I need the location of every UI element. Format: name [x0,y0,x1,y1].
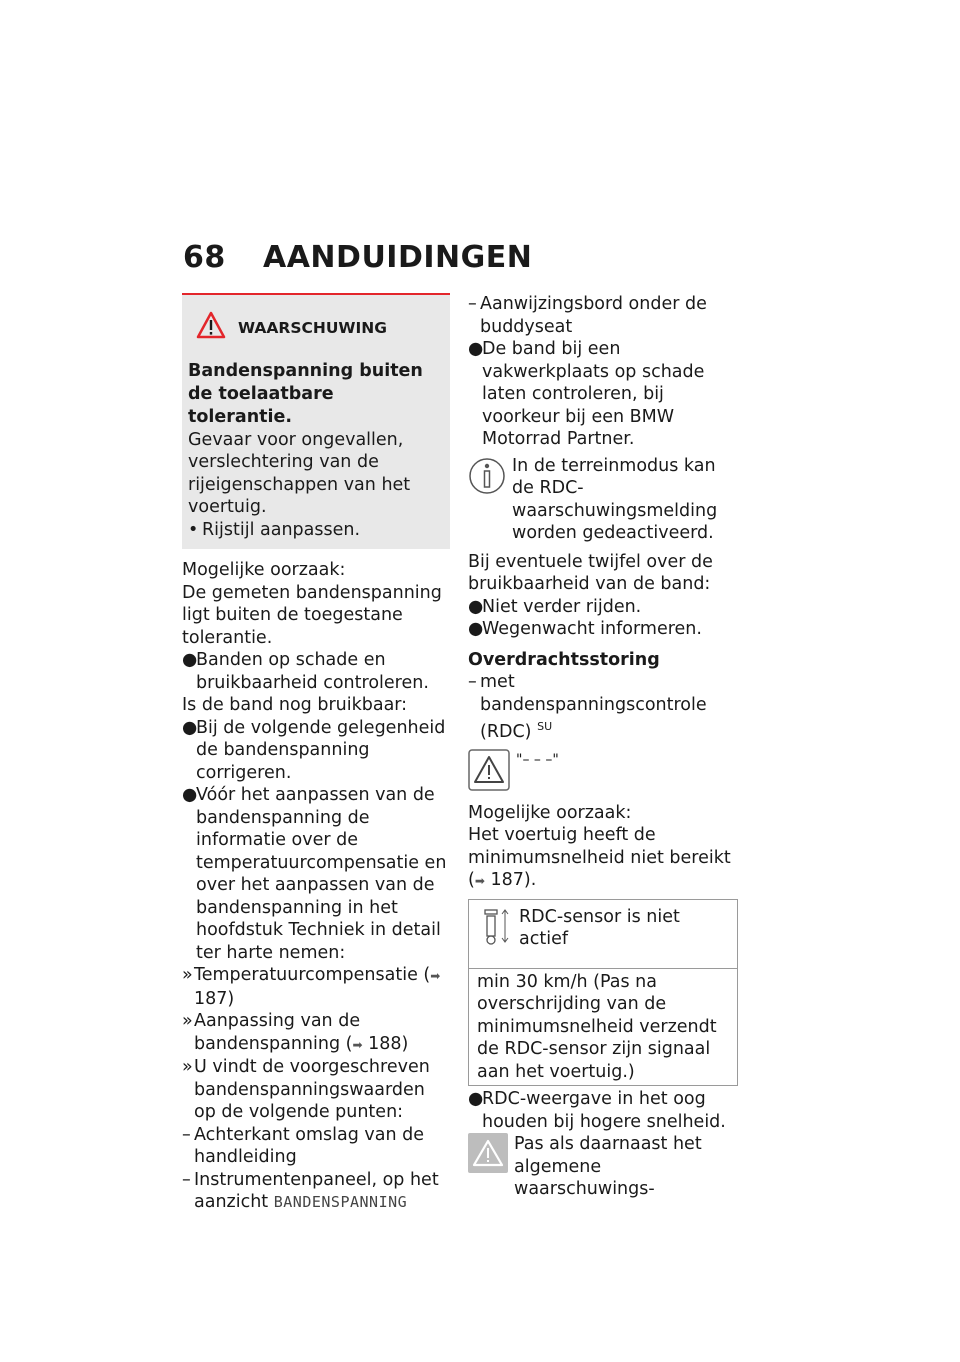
info-icon [468,455,506,504]
warning-box [182,293,450,549]
arrow-ref-icon: ➡ [474,874,485,889]
warning-triangle-icon [468,749,510,798]
warning-bullet: • Rijstijl aanpassen. [188,519,361,540]
warning-text: Gevaar voor ongevallen, verslechtering van de rijeigenschappen van het voertuig. [188,429,411,517]
display-view-name: BANDENSPANNING [273,1193,408,1211]
cause-text: Het voertuig heeft de minimumsnelheid niet bereikt (➡ 187). [468,825,731,891]
dash-item: – Achterkant omslag van de handleiding [182,1124,425,1167]
section-title: Overdrachtsstoring [468,649,660,670]
list-item: ● Bij de volgende gelegenheid de bandenspanning corrigeren. [182,717,446,783]
rdc-box-title: RDC-sensor is niet actief [519,906,680,950]
warning-subtitle: Bandenspanning buiten de toelaatbare tolerantie. [188,360,423,427]
list-item: ● De band bij een vakwerkplaats op schade laten controleren, bij voorkeur bij een BMW Motorrad Partner. [468,339,705,449]
reference-item: » U vindt de voorgeschreven bandenspanningswaarden op de volgende punten: [182,1057,430,1122]
rdc-box-text: min 30 km/h (Pas na overschrijding van de minimumsnelheid verzendt de RDC-sensor zijn signaal aan het voertuig.) [477,971,717,1082]
display-value: "– – –" [516,752,559,769]
right-column [468,293,738,1201]
info-text: In de terreinmodus kan de RDC-waarschuwingsmelding worden gedeactiveerd. [512,455,718,543]
info-note [468,455,738,545]
warning-triangle-icon [196,311,226,346]
dash-item: – Aanwijzingsbord onder de buddyseat [468,294,707,337]
cause-label: Mogelijke oorzaak: [468,802,632,823]
reference-item: » Temperatuurcompensatie (➡ 187) [182,965,441,1009]
warning-heading [196,311,442,346]
list-item: ● Banden op schade en bruikbaarheid controleren. [182,650,429,693]
page-title: AANDUIDINGEN [263,240,533,275]
list-item: ● RDC-weergave in het oog houden bij hogere snelheid. [468,1089,726,1132]
page-header [183,240,532,275]
arrow-ref-icon: ➡ [352,1037,363,1052]
rdc-sensor-icon [479,906,511,964]
rdc-box-header [469,900,737,969]
list-item: ● Niet verder rijden. [468,596,642,617]
warning-triangle-icon [468,1133,508,1173]
reference-item: » Aanpassing van de bandenspanning (➡ 188) [182,1011,409,1054]
display-indicator [468,749,738,798]
rdc-info-box [468,899,738,1087]
list-item: ● Vóór het aanpassen van de bandenspanning de informatie over de temperatuurcompensatie en over het aanpassen van de bandenspanning in het hoofdstuk Techniek in detail ter harte nemen: [182,785,447,963]
usable-label: Is de band nog bruikbaar: [182,695,408,715]
general-warning-note [468,1133,738,1201]
doubt-text: Bij eventuele twijfel over de bruikbaarheid van de band: [468,551,713,594]
page-number: 68 [183,240,226,275]
dash-item: – Instrumentenpaneel, op het aanzicht BANDENSPANNING [182,1169,439,1212]
list-item: ● Wegenwacht informeren. [468,619,702,639]
arrow-ref-icon: ➡ [430,969,441,983]
last-text: Pas als daarnaast het algemene waarschuwings- [514,1134,702,1200]
cause-label: Mogelijke oorzaak: [182,560,346,580]
cause-text: De gemeten bandenspanning ligt buiten de toegestane tolerantie. [182,582,442,648]
warning-label: WAARSCHUWING [238,319,387,337]
dash-item: – met bandenspanningscontrole (RDC) $^{SU}$ [468,672,707,742]
left-column [182,293,450,1214]
